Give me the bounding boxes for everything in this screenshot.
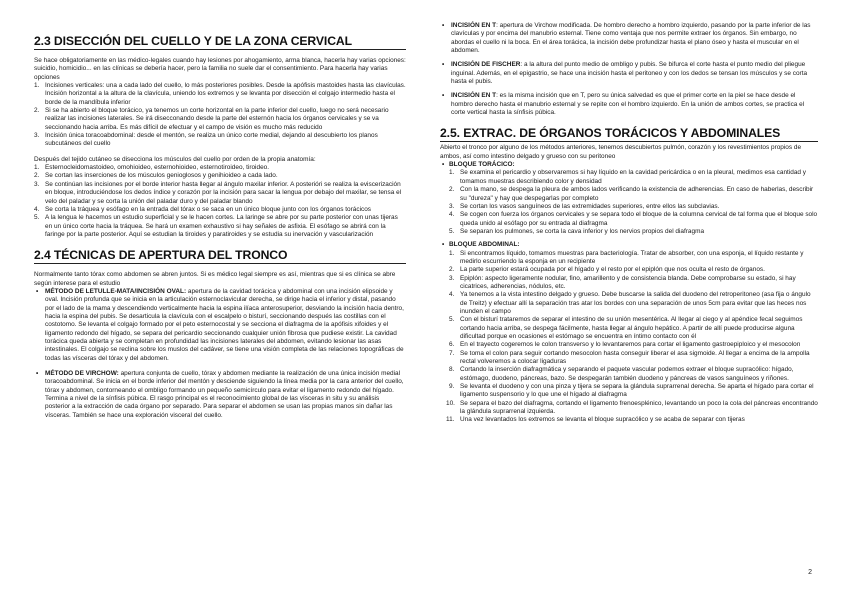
list-item: 2. Se cortan las inserciones de los músculos genioglosos y genihioideo a cada lado. <box>34 172 278 180</box>
bullet-icon: • <box>442 161 445 169</box>
paragraph-after-2-3: Después del tejido cutáneo se disecciona los músculos del cuello por orden de la propia anatomía: <box>34 155 316 163</box>
section-title-2-3: 2.3 DISECCIÓN DEL CUELLO Y DE LA ZONA CERVICAL <box>34 34 406 50</box>
page-number: 2 <box>808 569 812 576</box>
list-item: 1. Se examina el pericardio y observaremos si hay líquido en la cavidad pericárdica o en la pleural, medimos esa cantidad y tomamos muestras describiendo color y densidad <box>449 169 807 185</box>
list-item: 5. Se separan los pulmones, se corta la cava inferior y los nervios propios del diafragma <box>449 227 705 235</box>
subheading-abdominal-block: • BLOQUE ABDOMINAL: <box>442 241 520 249</box>
list-item: • INCISIÓN EN T: es la misma incisión que en T, pero su única salvedad es que el primer corte en la piel se hace desde el hombro derecho hasta el manubrio esternal y se repite con el hombro izquierdo. En la unión de ambos cortes, se practica el corte vertical hasta la sínfisis púbica. <box>442 92 805 117</box>
list-item: 1. Incisiones verticales: una a cada lado del cuello, lo más posteriores posibles. Desde la apófisis mastoides hasta las clavículas. Incisión horizontal a la altura de la clavícula, uniendo los extremos y se levanta por disección el colgajo intermedio hasta el borde de la mandíbula inferior <box>34 82 406 106</box>
bullet-icon: • <box>442 241 445 249</box>
list-item: 2. La parte superior estará ocupada por el hígado y el resto por el epiplón que nos oculta el resto de órganos. <box>449 266 765 274</box>
bullet-icon: • <box>36 370 39 377</box>
list-item: 5. Con el bisturí trataremos de separar el intestino de su unión mesentérica. Al llegar al ciego y al apéndice fecal seguimos cortando hacia arriba, se despega fácilmente, hasta llegar al ángulo hepático. A partir de allí puede producirse alguna dificultad porque en ocasiones el estómago se encuentra en íntimo contacto con él <box>449 316 803 340</box>
list-item: 6. En el trayecto cogeremos le colon transverso y lo levantaremos para cortar el ligamento gastroepiploico y el mesocolon <box>449 341 801 349</box>
incision-options-list <box>34 82 406 149</box>
section-title-2-5: 2.5. EXTRAC. DE ÓRGANOS TORÁCICOS Y ABDOMINALES <box>440 126 818 142</box>
right-column <box>440 0 818 425</box>
list-item: 10. Se separa el bazo del diafragma, cortando el ligamento frenoesplénico, levantando un poco la cola del páncreas encontrando la glándula suprarrenal izquierda. <box>446 399 818 416</box>
list-item: • INCISIÓN EN T: apertura de Virchow modificada. De hombro derecho a hombro izquierdo, pasando por la parte inferior de las clavículas y por encima del manubrio esternal. Tiene como ventaja que nos permite extraer los órganos. Sin embargo, no abordas el cuello ni la boca. En el área torácica, la incisión debe profundizar hasta el plano óseo y hasta el muscular en el abdomen. <box>442 22 811 55</box>
list-item: 3. Incisión única toracoabdominal: desde el mentón, se realiza un único corte medial, dejando al descubierto los planos subcutáneos del cuello <box>34 132 378 148</box>
paragraph-intro-2-4: Normalmente tanto tórax como abdomen se abren juntos. Si es médico legal siempre es así, mientras que si es clínica se abre según interese para el estudio <box>34 271 396 287</box>
paragraph-intro-2-3: Se hace obligatoriamente en las médico-legales cuando hay lesiones por ahogamiento, arma blanca, hacerla hay varias opciones: suicidio, homicidio... en las clínicas se debería hacer, pero la familia no suele dar el consentimiento. Para hacerla hay varias opciones <box>34 57 406 81</box>
opening-methods-list <box>34 288 406 420</box>
list-item: 9. Se levanta el duodeno y con una pinza y tijera se separa la glándula suprarrenal derecha. Se aparta el hígado para cortar el ligamento suspensorio y lo que une el hígado al diafragma <box>449 383 814 399</box>
section-title-2-4: 2.4 TÉCNICAS DE APERTURA DEL TRONCO <box>34 248 406 264</box>
list-item: 3. Se cortan los vasos sanguíneos de las extremidades superiores, entre ellos las subclavias. <box>449 202 720 210</box>
bullet-icon: • <box>442 61 445 69</box>
list-item: 4. Se cogen con fuerza los órganos cervicales y se separa todo el bloque de la columna cervical de tal forma que el bloque solo queda unido al esófago por su entrada al diafragma <box>449 211 818 227</box>
list-item: 11. Una vez levantados los extremos se levanta el bloque supracólico y se acaba de separar con tijeras <box>446 416 745 424</box>
left-column <box>34 0 406 420</box>
list-item: • MÉTODO DE LETULLE-MATA/INCISIÓN OVAL: apertura de la cavidad torácica y abdominal con una incisión elipsoide y oval. Incisión profunda que se inicia en la articulación esternoclavicular derecha, se dirige hacia el inferior y distal, pasando por el lado de la mama y descendiendo verticalmente hacia la espina ilíaca anterosuperior, desviando la incisión hacia dentro, hacia la espina del pubis. Se desarticula la clavícula con el escalpelo o bisturí, seccionando después las costillas con el costotomo. Se levanta el colgajo formado por el peto esternocostal y se secciona el diafragma de la apófisis xifoides y el ligamento redondo del hígado, se separa del pericardio seccionando cualquier unión fibrosa que pudiese existir. La cavidad torácica queda abierta y se completan en profundidad las incisiones laterales del abdomen, evitando lesionar las asas intestinales. El colgajo se reclina sobre los muslos del cadáver, se tiene una visión completa de las relaciones topográficas de todas las vísceras del tórax y del abdomen. <box>36 287 404 362</box>
bullet-icon: • <box>442 22 445 29</box>
list-item: 3. Epiplón: aspecto ligeramente nodular, fino, amarillento y de consistencia blanda. Debe comprobarse su estado, si hay cicatrices, adherencias, nódulos, etc. <box>449 274 796 290</box>
abdominal-steps-list <box>440 250 818 425</box>
list-item: 1. Esternocleidomastoideo, omohioideo, esternohioideo, esternotiroideo, tiroideo. <box>34 164 270 172</box>
list-item: 8. Cortando la inserción diafragmática y separando el paquete vascular podemos extraer el bloque supracólico: hígado, estómago, duodeno, páncreas, bazo. Se despegarán también duodeno y páncreas de vasos sanguíneos y riñones. <box>449 366 794 382</box>
thoracic-steps-list <box>440 169 818 236</box>
list-item: • MÉTODO DE VIRCHOW: apertura conjunta de cuello, tórax y abdomen mediante la realización de una única incisión medial toracoabdominal. Se inicia en el borde inferior del mentón y desciende siguiendo la línea media por la cara anterior del cuello, tórax y abdomen, contorneando el ombligo formando un pequeño semicírculo para evitar el ligamento redondo del hígado. Termina a nivel de la sínfisis púbica. El rasgo principal es el reconocimiento global de las vísceras in situ y su análisis posterior a la extracción de cada órgano por separado. Para separar el abdomen se usan las propias manos sin dañar las vísceras. También se hace una exploración visceral del cuello. <box>36 370 404 419</box>
list-item: 5. A la lengua le hacemos un estudio superficial y se le hacen cortes. La laringe se abre por su parte posterior con unas tijeras en un único corte hacia la tráquea. Se hará un examen exhaustivo si hay señales de asfixia. El esófago se abrirá con la faringe por la parte posterior. Aquí se estudian la tiroides y paratiroides y se estudia su inervación y vascularización <box>34 214 398 238</box>
list-item: 3. Se continúan las incisiones por el borde interior hasta llegar al ángulo maxilar inferior. A posterióri se realiza la eviscerización en bloque, introduciéndose los dedos índice y corazón por la incisión para sacar la lengua por debajo del maxilar, se tensa el velo del paladar y se corta la unión del paladar duro y del paladar blando <box>34 180 402 205</box>
list-item: 2. Con la mano, se despega la pleura de ambos lados verificando la existencia de adherencias. En caso de haberlas, describir su "dureza" y hay que despegarlas por completo <box>449 186 814 202</box>
dissection-steps-list <box>34 164 406 239</box>
incision-types-list <box>440 22 818 117</box>
subheading-thoracic-block: • BLOQUE TORÁCICO: <box>442 161 515 169</box>
paragraph-intro-2-5: Abierto el tronco por alguno de los métodos anteriores, tenemos descubiertos pulmón, corazón y los revestimientos propios de ambos, así como intestino delgado y grueso con su peritoneo <box>440 144 802 160</box>
list-item: 7. Se toma el colon para seguir cortando mesocolon hasta conseguir liberar el asa sigmoide. Al llegar a encima de la ampolla rectal volveremos a colocar ligaduras <box>449 349 810 366</box>
bullet-icon: • <box>36 287 39 295</box>
list-item: 2. Si se ha abierto el bloque torácico, ya tenemos un corte horizontal en la parte inferior del cuello, luego no será necesario realizar las incisiones laterales. Se irá disecconando desde la parte del esternón hacia los órganos cervicales y se va seccionando hacia arriba. Es más difícil de efectuar y el campo de visión es mucho más reducido <box>34 107 389 131</box>
list-item: 4. Ya tenemos a la vista intestino delgado y grueso. Debe buscarse la salida del duodeno del retroperitoneo (asa fija o ángulo de Treitz) y efectuar allí la separación tras atar los bordes con una separación de unos 5cm para evitar que las heces nos inunden el campo <box>449 291 811 315</box>
bullet-icon: • <box>442 92 445 100</box>
list-item: 1. Si encontramos líquido, tomamos muestras para bacteriología. Tratar de absorber, con una esponja, el líquido restante y medirlo escurriendo la esponja en un recipiente <box>449 249 804 265</box>
list-item: • INCISIÓN DE FISCHER: a la altura del punto medio de ombligo y pubis. Se bifurca el corte hasta el punto medio del pliegue inguinal. Además, en el epigastrio, se hace una incisión hasta el peritoneo y con los dedos se tensan los músculos y se corta hasta el pubis. <box>442 61 808 86</box>
list-item: 4. Se corta la tráquea y esófago en la entrada del tórax o se saca en un único bloque junto con los órganos torácicos <box>34 205 372 213</box>
